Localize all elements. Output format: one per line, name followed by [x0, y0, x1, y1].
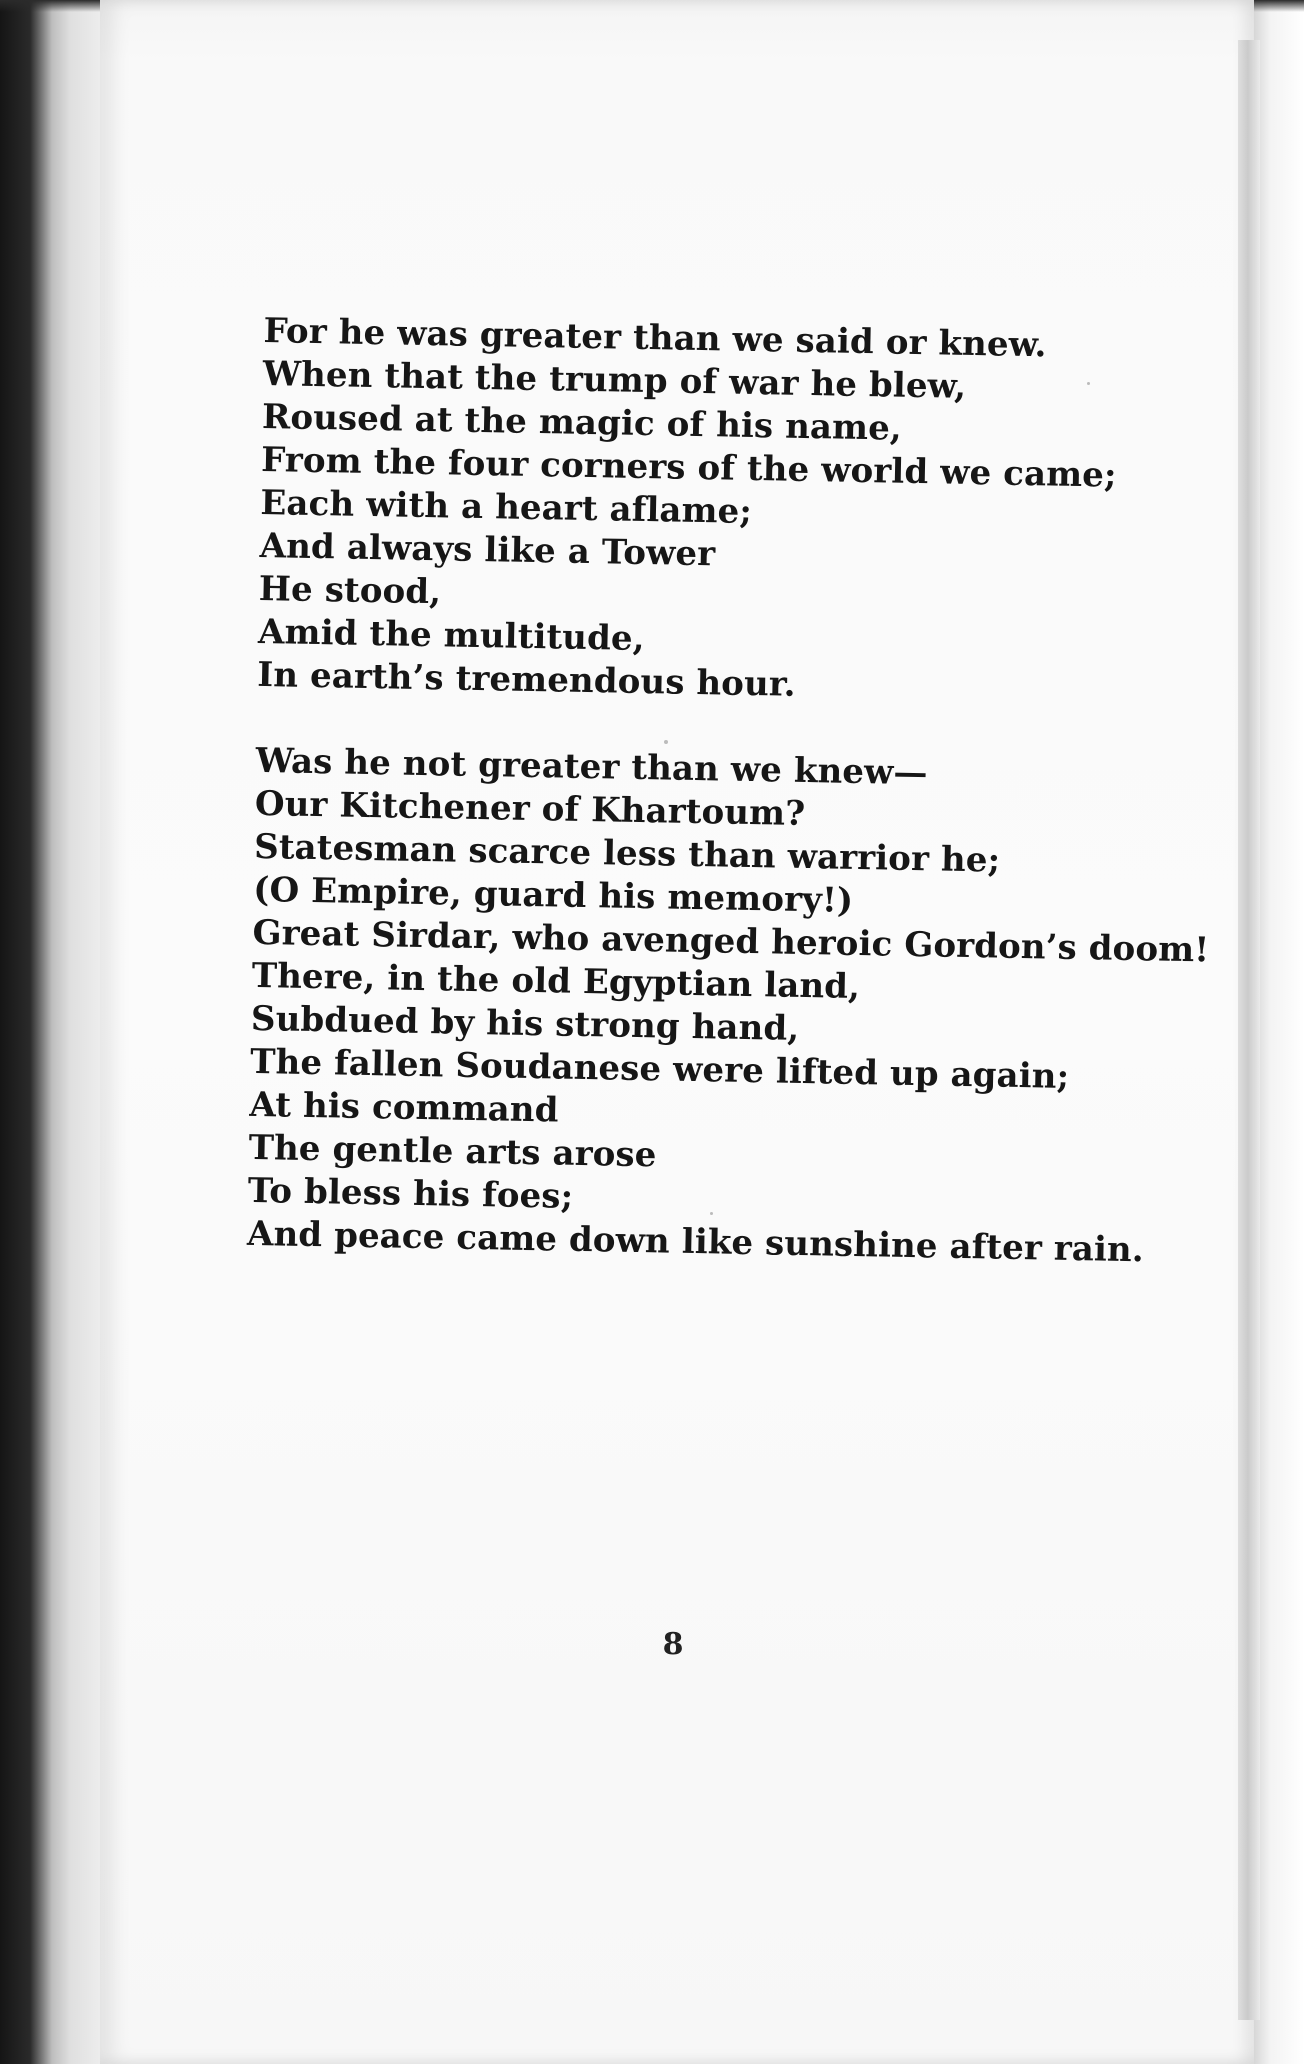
poem-line: When that the trump of war he blew, — [262, 353, 967, 407]
stanza-1 — [257, 310, 1124, 713]
poem-line: And always like a Tower — [259, 525, 716, 575]
poem-line: Statesman scarce less than warrior he; — [253, 826, 1001, 881]
poem-line: And peace came down like sunshine after rain. — [246, 1213, 1145, 1271]
poem-line: Our Kitchener of Khartoum? — [254, 783, 806, 834]
scan-speck — [1087, 382, 1090, 385]
poem-text — [246, 310, 1210, 1272]
poem-line: To bless his foes; — [247, 1170, 574, 1217]
poem-line: For he was greater than we said or knew. — [263, 310, 1047, 366]
poem-line: Was he not greater than we knew— — [255, 740, 928, 794]
poem-line: Roused at the magic of his name, — [261, 396, 903, 449]
poem-line: At his command — [249, 1084, 559, 1131]
poem-line: From the four corners of the world we came; — [260, 439, 1117, 496]
poem-line: The gentle arts arose — [248, 1127, 657, 1176]
page-edge-shadow — [1238, 40, 1260, 2020]
poem-line: In earth’s tremendous hour. — [256, 654, 797, 705]
poem-line: There, in the old Egyptian land, — [251, 955, 861, 1008]
poem-line: The fallen Soudanese were lifted up again; — [249, 1041, 1070, 1097]
poem-line: Amid the multitude, — [257, 611, 645, 660]
poem-line: Great Sirdar, who avenged heroic Gordon’s doom! — [252, 912, 1210, 971]
poem-line: Each with a heart aflame; — [260, 482, 753, 532]
scan-speck — [664, 740, 668, 744]
poem-line: He stood, — [258, 568, 442, 613]
page-number: 8 — [662, 1627, 684, 1662]
scan-speck — [710, 1212, 713, 1215]
stanza-2 — [246, 740, 1210, 1272]
poem-line: (O Empire, guard his memory!) — [253, 869, 854, 921]
poem-line: Subdued by his strong hand, — [250, 998, 800, 1049]
